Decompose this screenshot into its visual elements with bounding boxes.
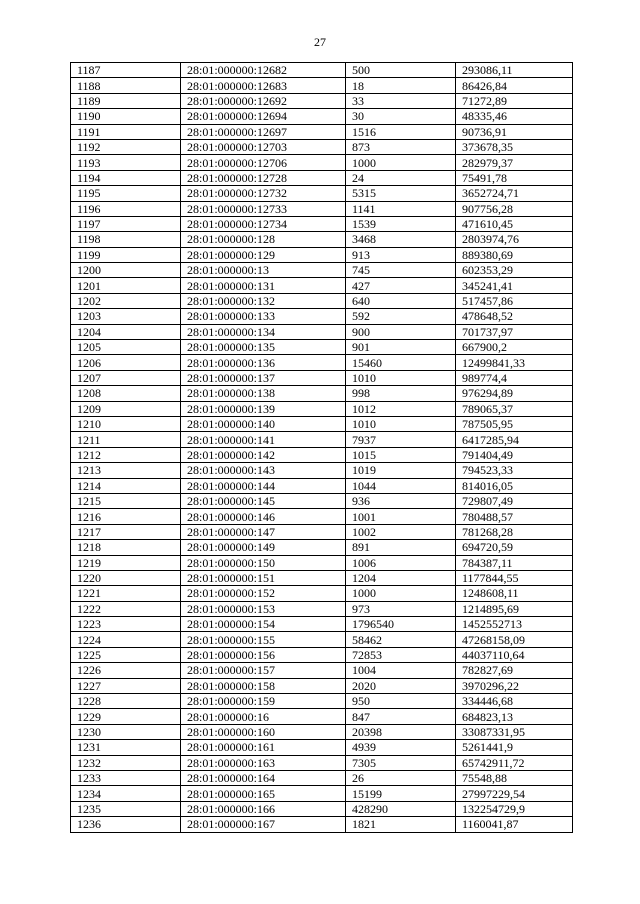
row-number-cell: 1220 xyxy=(71,570,181,585)
cost-cell: 75491,78 xyxy=(456,170,573,185)
cadastral-number-cell: 28:01:000000:12733 xyxy=(181,201,346,216)
area-cell: 1000 xyxy=(346,155,456,170)
table-body xyxy=(71,63,573,833)
cost-cell: 602353,29 xyxy=(456,263,573,278)
cost-cell: 814016,05 xyxy=(456,478,573,493)
cost-cell: 3970296,22 xyxy=(456,678,573,693)
row-number-cell: 1234 xyxy=(71,786,181,801)
cadastral-number-cell: 28:01:000000:143 xyxy=(181,463,346,478)
area-cell: 24 xyxy=(346,170,456,185)
table-row xyxy=(71,786,573,801)
cost-cell: 48335,46 xyxy=(456,109,573,124)
table-row xyxy=(71,663,573,678)
cost-cell: 12499841,33 xyxy=(456,355,573,370)
cadastral-number-cell: 28:01:000000:12694 xyxy=(181,109,346,124)
cadastral-number-cell: 28:01:000000:165 xyxy=(181,786,346,801)
table-row xyxy=(71,78,573,93)
area-cell: 873 xyxy=(346,139,456,154)
row-number-cell: 1221 xyxy=(71,586,181,601)
area-cell: 20398 xyxy=(346,724,456,739)
table-row xyxy=(71,278,573,293)
cadastral-number-cell: 28:01:000000:134 xyxy=(181,324,346,339)
area-cell: 1001 xyxy=(346,509,456,524)
table-row xyxy=(71,509,573,524)
row-number-cell: 1218 xyxy=(71,540,181,555)
cadastral-number-cell: 28:01:000000:158 xyxy=(181,678,346,693)
cadastral-number-cell: 28:01:000000:147 xyxy=(181,524,346,539)
table-row xyxy=(71,247,573,262)
cost-cell: 373678,35 xyxy=(456,139,573,154)
area-cell: 428290 xyxy=(346,801,456,816)
table-row xyxy=(71,555,573,570)
area-cell: 1821 xyxy=(346,817,456,832)
cost-cell: 780488,57 xyxy=(456,509,573,524)
cadastral-number-cell: 28:01:000000:155 xyxy=(181,632,346,647)
table-row xyxy=(71,340,573,355)
cost-cell: 789065,37 xyxy=(456,401,573,416)
row-number-cell: 1198 xyxy=(71,232,181,247)
table-row xyxy=(71,493,573,508)
table-row xyxy=(71,801,573,816)
cost-cell: 65742911,72 xyxy=(456,755,573,770)
row-number-cell: 1188 xyxy=(71,78,181,93)
table-row xyxy=(71,93,573,108)
table-row xyxy=(71,139,573,154)
cadastral-number-cell: 28:01:000000:163 xyxy=(181,755,346,770)
cost-cell: 989774,4 xyxy=(456,370,573,385)
table-row xyxy=(71,632,573,647)
table-row xyxy=(71,201,573,216)
cost-cell: 1452552713 xyxy=(456,617,573,632)
area-cell: 7305 xyxy=(346,755,456,770)
row-number-cell: 1206 xyxy=(71,355,181,370)
cadastral-number-cell: 28:01:000000:13 xyxy=(181,263,346,278)
table-row xyxy=(71,647,573,662)
row-number-cell: 1194 xyxy=(71,170,181,185)
cadastral-number-cell: 28:01:000000:164 xyxy=(181,770,346,785)
cadastral-number-cell: 28:01:000000:16 xyxy=(181,709,346,724)
table-row xyxy=(71,63,573,78)
cadastral-number-cell: 28:01:000000:132 xyxy=(181,293,346,308)
row-number-cell: 1200 xyxy=(71,263,181,278)
area-cell: 1010 xyxy=(346,370,456,385)
row-number-cell: 1230 xyxy=(71,724,181,739)
row-number-cell: 1209 xyxy=(71,401,181,416)
table-row xyxy=(71,109,573,124)
cadastral-number-cell: 28:01:000000:137 xyxy=(181,370,346,385)
row-number-cell: 1190 xyxy=(71,109,181,124)
row-number-cell: 1226 xyxy=(71,663,181,678)
area-cell: 1002 xyxy=(346,524,456,539)
area-cell: 900 xyxy=(346,324,456,339)
table-row xyxy=(71,524,573,539)
area-cell: 58462 xyxy=(346,632,456,647)
cadastral-number-cell: 28:01:000000:12732 xyxy=(181,186,346,201)
cost-cell: 782827,69 xyxy=(456,663,573,678)
row-number-cell: 1235 xyxy=(71,801,181,816)
row-number-cell: 1202 xyxy=(71,293,181,308)
row-number-cell: 1216 xyxy=(71,509,181,524)
cost-cell: 6417285,94 xyxy=(456,432,573,447)
cadastral-number-cell: 28:01:000000:153 xyxy=(181,601,346,616)
area-cell: 936 xyxy=(346,493,456,508)
cadastral-number-cell: 28:01:000000:145 xyxy=(181,493,346,508)
cost-cell: 471610,45 xyxy=(456,216,573,231)
row-number-cell: 1233 xyxy=(71,770,181,785)
area-cell: 745 xyxy=(346,263,456,278)
area-cell: 1204 xyxy=(346,570,456,585)
cadastral-number-cell: 28:01:000000:152 xyxy=(181,586,346,601)
cost-cell: 1248608,11 xyxy=(456,586,573,601)
cost-cell: 701737,97 xyxy=(456,324,573,339)
row-number-cell: 1229 xyxy=(71,709,181,724)
cost-cell: 667900,2 xyxy=(456,340,573,355)
table-row xyxy=(71,124,573,139)
row-number-cell: 1211 xyxy=(71,432,181,447)
cost-cell: 889380,69 xyxy=(456,247,573,262)
cost-cell: 345241,41 xyxy=(456,278,573,293)
table-row xyxy=(71,401,573,416)
row-number-cell: 1192 xyxy=(71,139,181,154)
area-cell: 1010 xyxy=(346,416,456,431)
area-cell: 998 xyxy=(346,386,456,401)
row-number-cell: 1193 xyxy=(71,155,181,170)
table-row xyxy=(71,678,573,693)
table-row xyxy=(71,432,573,447)
table-row xyxy=(71,386,573,401)
table-row xyxy=(71,186,573,201)
cost-cell: 71272,89 xyxy=(456,93,573,108)
cadastral-number-cell: 28:01:000000:12683 xyxy=(181,78,346,93)
row-number-cell: 1197 xyxy=(71,216,181,231)
table-row xyxy=(71,540,573,555)
cadastral-number-cell: 28:01:000000:144 xyxy=(181,478,346,493)
area-cell: 1516 xyxy=(346,124,456,139)
row-number-cell: 1189 xyxy=(71,93,181,108)
cost-cell: 1177844,55 xyxy=(456,570,573,585)
row-number-cell: 1195 xyxy=(71,186,181,201)
table-row xyxy=(71,232,573,247)
area-cell: 1539 xyxy=(346,216,456,231)
row-number-cell: 1217 xyxy=(71,524,181,539)
cost-cell: 976294,89 xyxy=(456,386,573,401)
table-row xyxy=(71,755,573,770)
cadastral-number-cell: 28:01:000000:12728 xyxy=(181,170,346,185)
cost-cell: 517457,86 xyxy=(456,293,573,308)
cadastral-number-cell: 28:01:000000:12697 xyxy=(181,124,346,139)
area-cell: 1000 xyxy=(346,586,456,601)
cost-cell: 787505,95 xyxy=(456,416,573,431)
area-cell: 4939 xyxy=(346,740,456,755)
table-row xyxy=(71,416,573,431)
cost-cell: 3652724,71 xyxy=(456,186,573,201)
area-cell: 500 xyxy=(346,63,456,78)
cost-cell: 27997229,54 xyxy=(456,786,573,801)
table-row xyxy=(71,293,573,308)
cost-cell: 784387,11 xyxy=(456,555,573,570)
cadastral-number-cell: 28:01:000000:157 xyxy=(181,663,346,678)
cadastral-number-cell: 28:01:000000:146 xyxy=(181,509,346,524)
cadastral-number-cell: 28:01:000000:154 xyxy=(181,617,346,632)
row-number-cell: 1203 xyxy=(71,309,181,324)
cadastral-number-cell: 28:01:000000:135 xyxy=(181,340,346,355)
cadastral-number-cell: 28:01:000000:139 xyxy=(181,401,346,416)
area-cell: 427 xyxy=(346,278,456,293)
cost-cell: 33087331,95 xyxy=(456,724,573,739)
table-row xyxy=(71,724,573,739)
area-cell: 1044 xyxy=(346,478,456,493)
table-row xyxy=(71,570,573,585)
cadastral-number-cell: 28:01:000000:159 xyxy=(181,694,346,709)
cadastral-number-cell: 28:01:000000:156 xyxy=(181,647,346,662)
area-cell: 1012 xyxy=(346,401,456,416)
table-row xyxy=(71,170,573,185)
table-row xyxy=(71,324,573,339)
row-number-cell: 1232 xyxy=(71,755,181,770)
area-cell: 1015 xyxy=(346,447,456,462)
row-number-cell: 1213 xyxy=(71,463,181,478)
row-number-cell: 1222 xyxy=(71,601,181,616)
cadastral-number-cell: 28:01:000000:138 xyxy=(181,386,346,401)
cadastral-number-cell: 28:01:000000:160 xyxy=(181,724,346,739)
cadastral-number-cell: 28:01:000000:161 xyxy=(181,740,346,755)
cost-cell: 47268158,09 xyxy=(456,632,573,647)
area-cell: 901 xyxy=(346,340,456,355)
cadastral-number-cell: 28:01:000000:142 xyxy=(181,447,346,462)
cadastral-number-cell: 28:01:000000:133 xyxy=(181,309,346,324)
table-row xyxy=(71,617,573,632)
cost-cell: 334446,68 xyxy=(456,694,573,709)
row-number-cell: 1196 xyxy=(71,201,181,216)
row-number-cell: 1201 xyxy=(71,278,181,293)
cadastral-number-cell: 28:01:000000:136 xyxy=(181,355,346,370)
cost-cell: 1214895,69 xyxy=(456,601,573,616)
page-number: 27 xyxy=(314,35,326,49)
area-cell: 15460 xyxy=(346,355,456,370)
cost-cell: 478648,52 xyxy=(456,309,573,324)
area-cell: 592 xyxy=(346,309,456,324)
row-number-cell: 1205 xyxy=(71,340,181,355)
cost-cell: 791404,49 xyxy=(456,447,573,462)
table-row xyxy=(71,709,573,724)
row-number-cell: 1214 xyxy=(71,478,181,493)
table-row xyxy=(71,370,573,385)
cost-cell: 293086,11 xyxy=(456,63,573,78)
cadastral-number-cell: 28:01:000000:166 xyxy=(181,801,346,816)
area-cell: 2020 xyxy=(346,678,456,693)
table-row xyxy=(71,155,573,170)
table-row xyxy=(71,817,573,832)
area-cell: 1006 xyxy=(346,555,456,570)
cost-cell: 44037110,64 xyxy=(456,647,573,662)
area-cell: 1796540 xyxy=(346,617,456,632)
table-row xyxy=(71,447,573,462)
cadastral-number-cell: 28:01:000000:140 xyxy=(181,416,346,431)
table-row xyxy=(71,463,573,478)
cadastral-number-cell: 28:01:000000:12682 xyxy=(181,63,346,78)
area-cell: 847 xyxy=(346,709,456,724)
area-cell: 3468 xyxy=(346,232,456,247)
table-row xyxy=(71,694,573,709)
table-row xyxy=(71,216,573,231)
area-cell: 1141 xyxy=(346,201,456,216)
row-number-cell: 1227 xyxy=(71,678,181,693)
row-number-cell: 1225 xyxy=(71,647,181,662)
cadastral-number-cell: 28:01:000000:12734 xyxy=(181,216,346,231)
cost-cell: 781268,28 xyxy=(456,524,573,539)
area-cell: 18 xyxy=(346,78,456,93)
table-row xyxy=(71,263,573,278)
row-number-cell: 1208 xyxy=(71,386,181,401)
row-number-cell: 1191 xyxy=(71,124,181,139)
cost-cell: 684823,13 xyxy=(456,709,573,724)
cadastral-number-cell: 28:01:000000:128 xyxy=(181,232,346,247)
cadastral-number-cell: 28:01:000000:167 xyxy=(181,817,346,832)
cadastral-number-cell: 28:01:000000:149 xyxy=(181,540,346,555)
area-cell: 973 xyxy=(346,601,456,616)
area-cell: 5315 xyxy=(346,186,456,201)
cost-cell: 2803974,76 xyxy=(456,232,573,247)
area-cell: 33 xyxy=(346,93,456,108)
cadastral-number-cell: 28:01:000000:151 xyxy=(181,570,346,585)
cadastral-number-cell: 28:01:000000:150 xyxy=(181,555,346,570)
area-cell: 26 xyxy=(346,770,456,785)
row-number-cell: 1223 xyxy=(71,617,181,632)
area-cell: 950 xyxy=(346,694,456,709)
area-cell: 913 xyxy=(346,247,456,262)
table-row xyxy=(71,601,573,616)
table-row xyxy=(71,355,573,370)
cadastral-number-cell: 28:01:000000:141 xyxy=(181,432,346,447)
row-number-cell: 1207 xyxy=(71,370,181,385)
area-cell: 1004 xyxy=(346,663,456,678)
cadastral-number-cell: 28:01:000000:12692 xyxy=(181,93,346,108)
cost-cell: 694720,59 xyxy=(456,540,573,555)
row-number-cell: 1187 xyxy=(71,63,181,78)
area-cell: 7937 xyxy=(346,432,456,447)
row-number-cell: 1215 xyxy=(71,493,181,508)
table-row xyxy=(71,478,573,493)
area-cell: 640 xyxy=(346,293,456,308)
cadastral-number-cell: 28:01:000000:131 xyxy=(181,278,346,293)
cadastral-number-cell: 28:01:000000:12706 xyxy=(181,155,346,170)
cadastral-number-cell: 28:01:000000:12703 xyxy=(181,139,346,154)
cost-cell: 75548,88 xyxy=(456,770,573,785)
cost-cell: 1160041,87 xyxy=(456,817,573,832)
row-number-cell: 1228 xyxy=(71,694,181,709)
cost-cell: 90736,91 xyxy=(456,124,573,139)
cost-cell: 729807,49 xyxy=(456,493,573,508)
area-cell: 72853 xyxy=(346,647,456,662)
row-number-cell: 1210 xyxy=(71,416,181,431)
row-number-cell: 1231 xyxy=(71,740,181,755)
cadastral-number-cell: 28:01:000000:129 xyxy=(181,247,346,262)
row-number-cell: 1219 xyxy=(71,555,181,570)
row-number-cell: 1224 xyxy=(71,632,181,647)
area-cell: 1019 xyxy=(346,463,456,478)
area-cell: 891 xyxy=(346,540,456,555)
cost-cell: 86426,84 xyxy=(456,78,573,93)
table-row xyxy=(71,740,573,755)
row-number-cell: 1212 xyxy=(71,447,181,462)
row-number-cell: 1236 xyxy=(71,817,181,832)
cost-cell: 907756,28 xyxy=(456,201,573,216)
cost-cell: 794523,33 xyxy=(456,463,573,478)
area-cell: 30 xyxy=(346,109,456,124)
table-row xyxy=(71,586,573,601)
cost-cell: 282979,37 xyxy=(456,155,573,170)
cost-cell: 5261441,9 xyxy=(456,740,573,755)
table-row xyxy=(71,309,573,324)
row-number-cell: 1204 xyxy=(71,324,181,339)
area-cell: 15199 xyxy=(346,786,456,801)
table-row xyxy=(71,770,573,785)
row-number-cell: 1199 xyxy=(71,247,181,262)
data-table xyxy=(70,62,573,833)
cost-cell: 132254729,9 xyxy=(456,801,573,816)
